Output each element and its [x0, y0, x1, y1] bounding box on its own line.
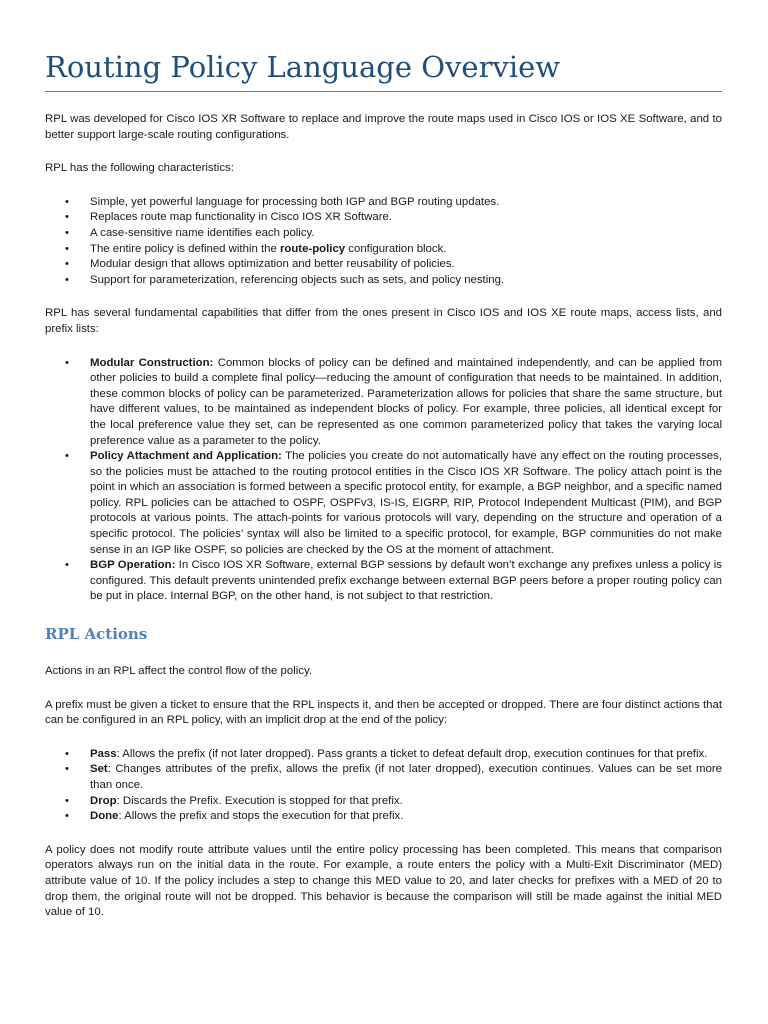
bullet-icon: •: [65, 356, 69, 369]
list-item-text: A case-sensitive name identifies each policy.: [90, 226, 315, 239]
list-item: [45, 558, 722, 605]
list-item: [45, 794, 722, 810]
list-item-text: Replaces route map functionality in Cisco IOS XR Software.: [90, 211, 392, 224]
bullet-icon: •: [65, 763, 69, 776]
list-item: [45, 195, 722, 211]
term-label: Modular Construction:: [90, 356, 214, 369]
actions-intro: Actions in an RPL affect the control flow of the policy.: [45, 665, 312, 678]
list-item: [45, 273, 722, 289]
list-item: [45, 356, 722, 450]
list-item: [45, 809, 722, 825]
page-title: Routing Policy Language Overview: [45, 50, 561, 84]
term-label: BGP Operation:: [90, 559, 176, 572]
list-item: [45, 226, 722, 242]
bullet-icon: •: [65, 747, 69, 760]
section-heading-rpl-actions: RPL Actions: [45, 625, 148, 644]
list-item-text: The entire policy is defined within the: [90, 242, 280, 255]
term-description: : Allows the prefix and stops the execution for that prefix.: [118, 810, 404, 823]
term-description: Common blocks of policy can be defined and maintained independently, and can be applied from other policies to build a complete final policy—reducing the amount of configuration that needs to be maintained. In addition, these common blocks of policy can be parameterized. Parameterization allows for policies that share the same structure, but have different values, to be maintained as independent blocks of policy. For example, three policies, all identical except for the local preference value they set, can be represented as one common parameterized policy that takes the varying local preference value as a parameter to the policy.: [90, 356, 723, 447]
list-item-text: Simple, yet powerful language for processing both IGP and BGP routing updates.: [90, 195, 500, 208]
closing-paragraph: A policy does not modify route attribute values until the entire policy processing has been completed. This means that comparison operators always run on the initial data in the route. For example, a route enters the policy with a Multi-Exit Discriminator (MED) attribute value of 10. If the policy includes a step to change this MED value to 20, and later checks for prefixes with a MED of 20 to drop them, the original route will not be dropped. This behavior is because the comparison will still be made against the initial MED value of 10.: [45, 843, 722, 919]
intro-paragraph: RPL was developed for Cisco IOS XR Software to replace and improve the route maps used in Cisco IOS or IOS XE Software, and to better support large-scale routing configurations.: [45, 113, 722, 141]
characteristics-lead: RPL has the following characteristics:: [45, 162, 234, 175]
list-item: [45, 242, 722, 258]
term-label: Set: [90, 763, 108, 776]
term-description: The policies you create do not automatically have any effect on the routing processes, so the policies must be attached to the routing protocol entities in the Cisco IOS XR Software. The policy attach point is the point in which an association is formed between a specific protocol entity, for example, a BGP neighbor, and a specific named policy. RPL policies can be attached to OSPF, OSPFv3, IS-IS, EIGRP, RIP, Protocol Independent Multicast (PIM), and BGP protocols at various points. The attach-points for various protocols will vary, depending on the structure and operation of a specific protocol. The policies’ syntax will also be limited to a specific protocol, for example, BGP communities do not make sense in an IGP like OSPF, so policies are checked by the OS at the moment of attachment.: [90, 450, 722, 556]
capabilities-lead: RPL has several fundamental capabilities that differ from the ones present in Cisco IOS and IOS XE route maps, access lists, and prefix lists:: [45, 307, 722, 335]
term-label: Drop: [90, 794, 117, 807]
bullet-icon: •: [65, 810, 69, 823]
title-underline: [45, 91, 722, 92]
term-description: : Allows the prefix (if not later dropped). Pass grants a ticket to defeat default drop, execution continues for that prefix.: [116, 747, 708, 760]
bullet-icon: •: [65, 226, 69, 239]
bullet-icon: •: [65, 559, 69, 572]
term-label: Done: [90, 810, 119, 823]
term-label: Policy Attachment and Application:: [90, 450, 282, 463]
term-description: : Changes attributes of the prefix, allows the prefix (if not later dropped), execution continues. Values can be set more than once.: [90, 763, 722, 791]
bullet-icon: •: [65, 211, 69, 224]
bullet-icon: •: [65, 273, 69, 286]
characteristics-list: [45, 195, 722, 289]
term-description: : Discards the Prefix. Execution is stopped for that prefix.: [116, 794, 403, 807]
bullet-icon: •: [65, 242, 69, 255]
list-item-text: Support for parameterization, referencing objects such as sets, and policy nesting.: [90, 273, 505, 286]
list-item-text: Modular design that allows optimization and better reusability of policies.: [90, 258, 455, 271]
list-item: [45, 257, 722, 273]
list-item: [45, 747, 722, 763]
list-item: [45, 762, 722, 793]
term-description: In Cisco IOS XR Software, external BGP sessions by default won’t exchange any prefixes unless a policy is configured. This default prevents unintended prefix exchange between external BGP peers before a proper routing policy can be put in place. Internal BGP, on the other hand, is not subject to that restriction.: [90, 559, 723, 603]
list-item-text: configuration block.: [345, 242, 447, 255]
actions-list: [45, 747, 722, 825]
keyword-route-policy: route-policy: [279, 242, 346, 255]
term-label: Pass: [90, 747, 117, 760]
bullet-icon: •: [65, 794, 69, 807]
capabilities-list: [45, 356, 722, 606]
list-item: [45, 210, 722, 226]
bullet-icon: •: [65, 195, 69, 208]
bullet-icon: •: [65, 258, 69, 271]
list-item: [45, 449, 722, 558]
actions-lead: A prefix must be given a ticket to ensure that the RPL inspects it, and then be accepted or dropped. There are four distinct actions that can be configured in an RPL policy, with an implicit drop at the end of the policy:: [45, 698, 722, 727]
bullet-icon: •: [65, 450, 69, 463]
